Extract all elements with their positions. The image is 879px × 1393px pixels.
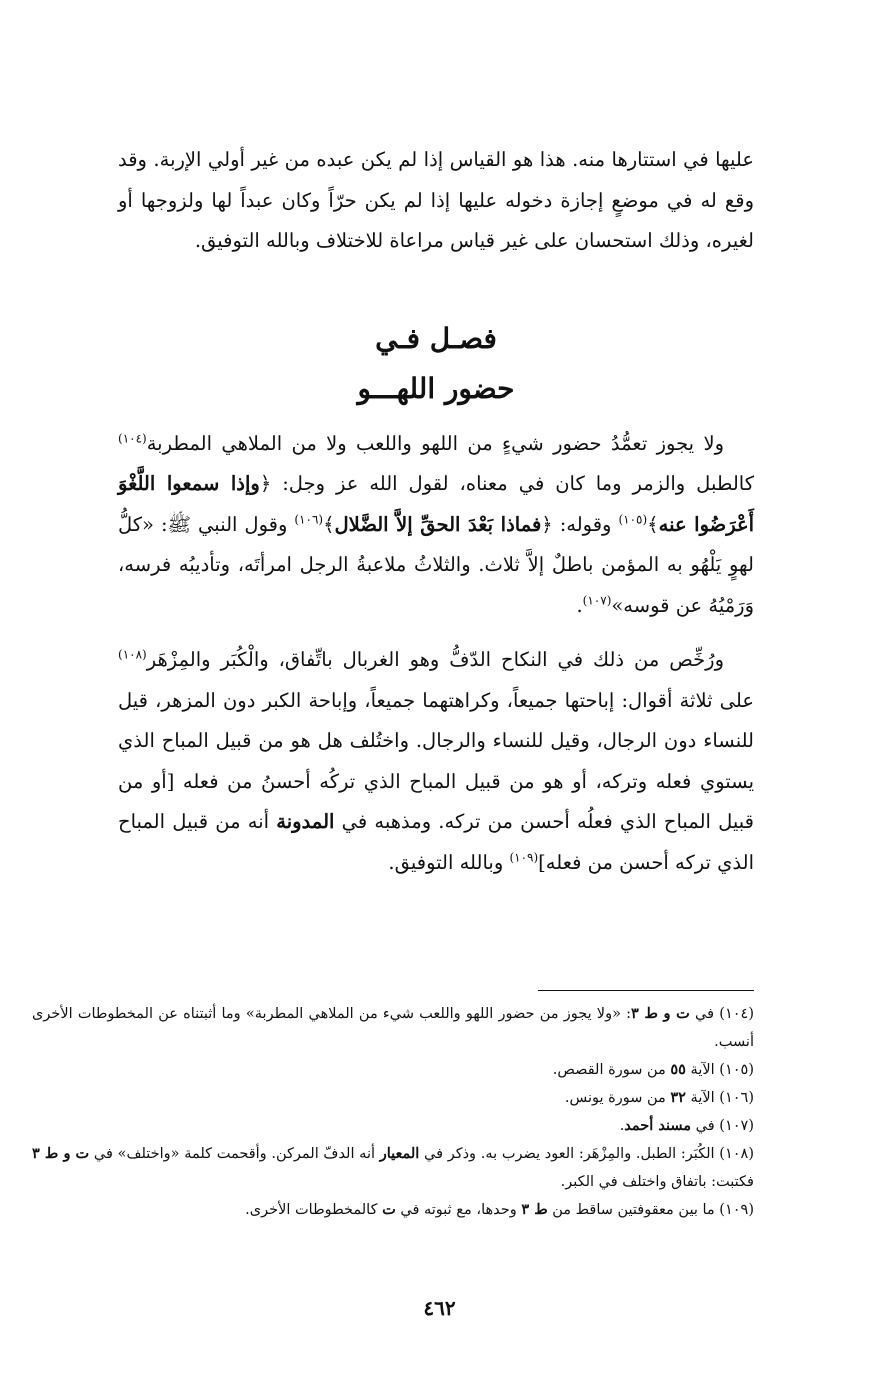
p2-text-1: ولا يجوز تعمُّدُ حضور شيءٍ من اللهو واللعب ولا من الملاهي المطربة [146, 431, 724, 455]
footnote-ref-108[interactable]: (١٠٨) [118, 647, 147, 662]
footnote-number: (١٠٥) [719, 1062, 754, 1078]
p2-text-7: . [576, 593, 583, 617]
main-text [118, 140, 754, 883]
p3-text-3: أنه من قبيل المباح الذي تركه أحسن من فعله] [118, 810, 754, 874]
footnote-bold: ط ٣ [521, 1201, 548, 1218]
footnote-bold: ت و ط ٣ [32, 1145, 90, 1162]
footnote-separator [538, 990, 754, 991]
footnote-text: . [619, 1118, 625, 1134]
footnote-107 [32, 1112, 754, 1140]
p3-text-1: ورُخِّص من ذلك في النكاح الدّفُّ وهو الغربال باتِّفاق، والْكُبَر والمِزْهَر [146, 648, 724, 671]
footnote-bold: ٣٢ [670, 1089, 686, 1106]
footnote-text: في [691, 1118, 720, 1134]
footnote-bold: مسند أحمد [624, 1117, 692, 1134]
footnote-number: (١٠٤) [719, 1006, 754, 1022]
footnote-ref-109[interactable]: (١٠٩) [509, 850, 539, 864]
footnote-ref-106[interactable]: (١٠٦) [294, 512, 324, 526]
p2-text-2: كالطبل والزمر وما كان في معناه، لقول الله عز وجل: ﴿ [259, 472, 754, 495]
footnote-text: الآية [685, 1062, 720, 1078]
footnote-number: (١٠٨) [719, 1146, 754, 1162]
footnote-ref-105[interactable]: (١٠٥) [618, 512, 648, 526]
footnote-text: في [689, 1006, 720, 1022]
footnote-bold: المعيار [379, 1145, 420, 1162]
footnotes [32, 1000, 754, 1224]
p2-text-6: وقول النبي ﷺ: «كلُّ لهوٍ يَلْهُو به المؤمن باطلٌ إلاَّ ثلاث. والثلاثُ ملاعبةُ الرجل امرأتَه، وتأديبُه فرسه، وَرَمْيُهُ عن قوسه» [118, 512, 754, 617]
footnote-105 [32, 1056, 754, 1084]
footnote-bold: ٥٥ [670, 1061, 686, 1078]
footnote-ref-104[interactable]: (١٠٤) [118, 431, 147, 445]
p2-text-5: ﴾ [323, 512, 335, 536]
footnote-number: (١٠٧) [719, 1118, 754, 1134]
footnote-text: ما بين معقوفتين ساقط من [547, 1202, 720, 1218]
page-number: ٤٦٢ [423, 1296, 456, 1320]
footnote-number: (١٠٩) [719, 1202, 754, 1218]
p3-text-4: وبالله التوفيق. [388, 850, 510, 874]
footnote-text: كالمخطوطات الأخرى. [245, 1202, 383, 1218]
paragraph-three [118, 640, 754, 883]
footnote-109 [32, 1196, 754, 1224]
footnote-104 [32, 1000, 754, 1056]
footnote-text: فكتبت: باتفاق واختلف في الكبر. [560, 1174, 754, 1190]
footnote-ref-107[interactable]: (١٠٧) [582, 593, 612, 607]
footnote-number: (١٠٦) [719, 1090, 754, 1106]
footnote-text: : «ولا يجوز من حضور اللهو واللعب شيء من الملاهي المطربة» وما أثبتناه عن المخطوطات الأخرى أنسب. [32, 1006, 754, 1050]
p2-text-4: وقوله: ﴿ [541, 512, 619, 536]
footnote-text: الكُبَر: الطبل. والمِزْهَر: العود يضرب به. وذكر في [419, 1146, 720, 1162]
quran-verse-1: وإذا سمعوا اللَّغْوَ أَعْرَضُوا عنه [118, 472, 755, 536]
p3-text-2: على ثلاثة أقوال: إباحتها جميعاً، وكراهتهما جميعاً، وإباحة الكبر دون المزهر، قيل للنساء دون الرجال، وقيل للنساء والرجال. واختُلف هل هو من قبيل المباح الذي يستوي فعله وتركه، أو هو من قبيل المباح الذي تركُه أحسنُ من فعله [أو من قبيل المباح الذي فعلُه أحسن من تركه. ومذهبه في [118, 688, 754, 833]
footnote-text: من سورة القصص. [552, 1062, 671, 1078]
footnote-106 [32, 1084, 754, 1112]
paragraph-gap [118, 626, 754, 640]
paragraph-two [118, 424, 754, 627]
p2-text-3: ﴾ [647, 512, 659, 536]
footnote-text: الآية [685, 1090, 720, 1106]
footnote-bold: ت [382, 1201, 396, 1218]
p3-bold-word: المدونة [276, 810, 335, 833]
footnote-text: وحدها، مع ثبوته في [395, 1202, 522, 1218]
heading-line-1: فصـل فـي [375, 321, 497, 355]
footnote-text: من سورة يونس. [564, 1090, 671, 1106]
paragraph-intro: عليها في استتارها منه. هذا هو القياس إذا لم يكن عبده من غير أولي الإربة. وقد وقع له في موضعٍ إجازة دخوله عليها إذا لم يكن حرّاً وكان عبداً لها ولزوجها أو لغيره، وذلك استحسان على غير قياس مراعاة للاختلاف وبالله التوفيق. [118, 148, 754, 252]
heading-line-2: حضور اللهـــو [357, 371, 515, 405]
footnote-bold: ت و ط ٣ [631, 1005, 690, 1022]
section-heading [118, 314, 754, 414]
footnote-text: أنه الدفّ المركن. وأقحمت كلمة «واختلف» في [89, 1146, 380, 1162]
quran-verse-2: فماذا بَعْدَ الحقِّ إلاَّ الضَّلال [334, 512, 542, 536]
footnote-108 [32, 1140, 754, 1196]
